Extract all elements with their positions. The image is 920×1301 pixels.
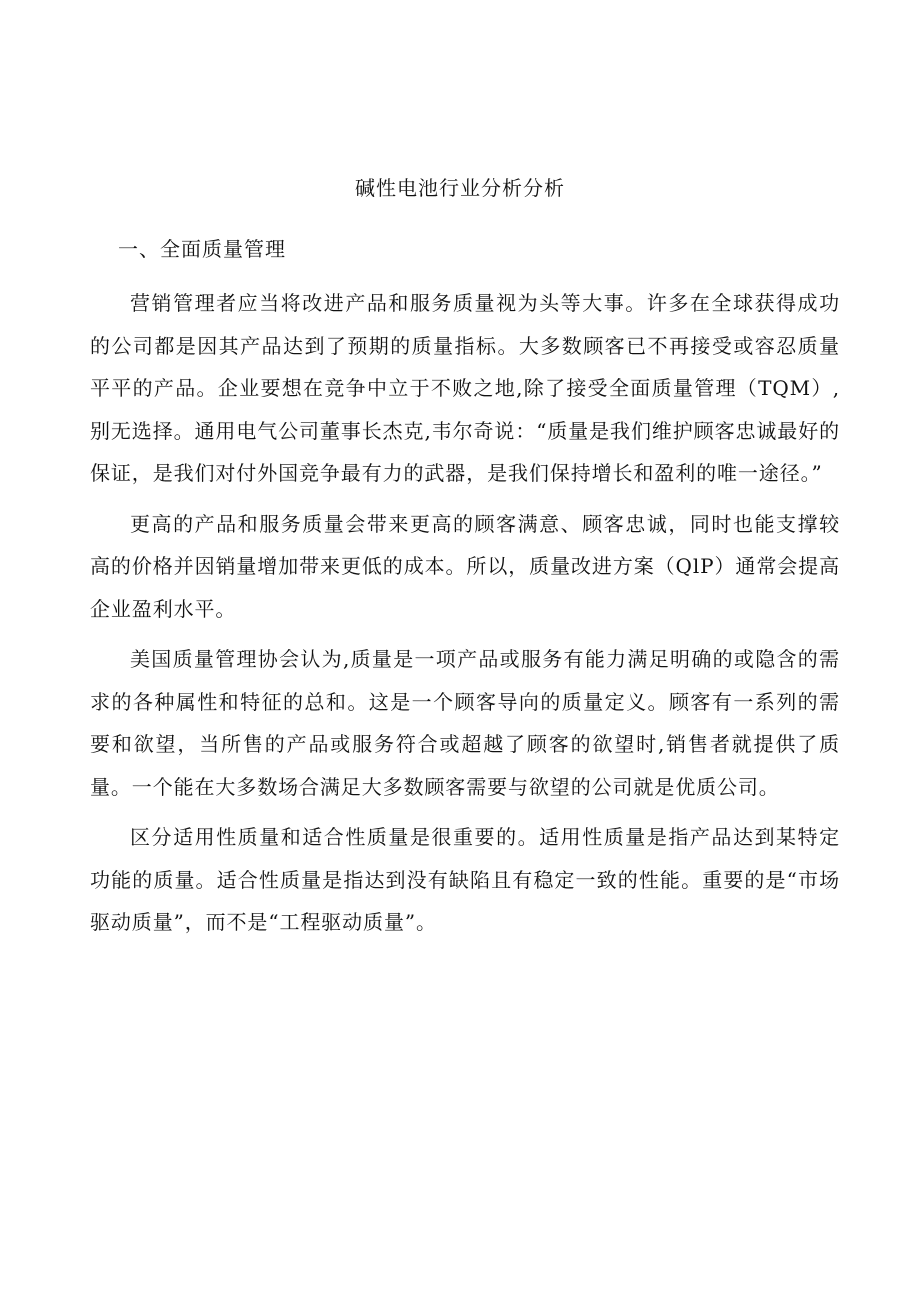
- paragraph-quality-definition: 美国质量管理协会认为,质量是一项产品或服务有能力满足明确的或隐含的需求的各种属性和特征的总和。这是一个顾客导向的质量定义。顾客有一系列的需要和欲望，当所售的产品或服务符合或超越了顾客的欲望时,销售者就提供了质量。一个能在大多数场合满足大多数顾客需要与欲望的公司就是优质公司。: [90, 647, 840, 799]
- paragraph-tqm-intro: 营销管理者应当将改进产品和服务质量视为头等大事。许多在全球获得成功的公司都是因其产品达到了预期的质量指标。大多数顾客已不再接受或容忍质量平平的产品。企业要想在竞争中立于不败之地,除了接受全面质量管理（TQM）,别无选择。通用电气公司董事长杰克,韦尔奇说：“质量是我们维护顾客忠诚最好的保证，是我们对付外国竞争最有力的武器，是我们保持增长和盈利的唯一途径。”: [90, 291, 840, 485]
- document-body: [90, 282, 840, 952]
- section-heading: 一、全面质量管理: [118, 237, 286, 261]
- paragraph-quality-benefits: 更高的产品和服务质量会带来更高的顾客满意、顾客忠诚，同时也能支撑较高的价格并因销量增加带来更低的成本。所以，质量改进方案（QlP）通常会提高企业盈利水平。: [90, 511, 840, 621]
- paragraph-quality-types: 区分适用性质量和适合性质量是很重要的。适用性质量是指产品达到某特定功能的质量。适合性质量是指达到没有缺陷且有稳定一致的性能。重要的是“市场驱动质量”，而不是“工程驱动质量”。: [90, 825, 840, 934]
- document-title: 碱性电池行业分析分析: [355, 176, 565, 200]
